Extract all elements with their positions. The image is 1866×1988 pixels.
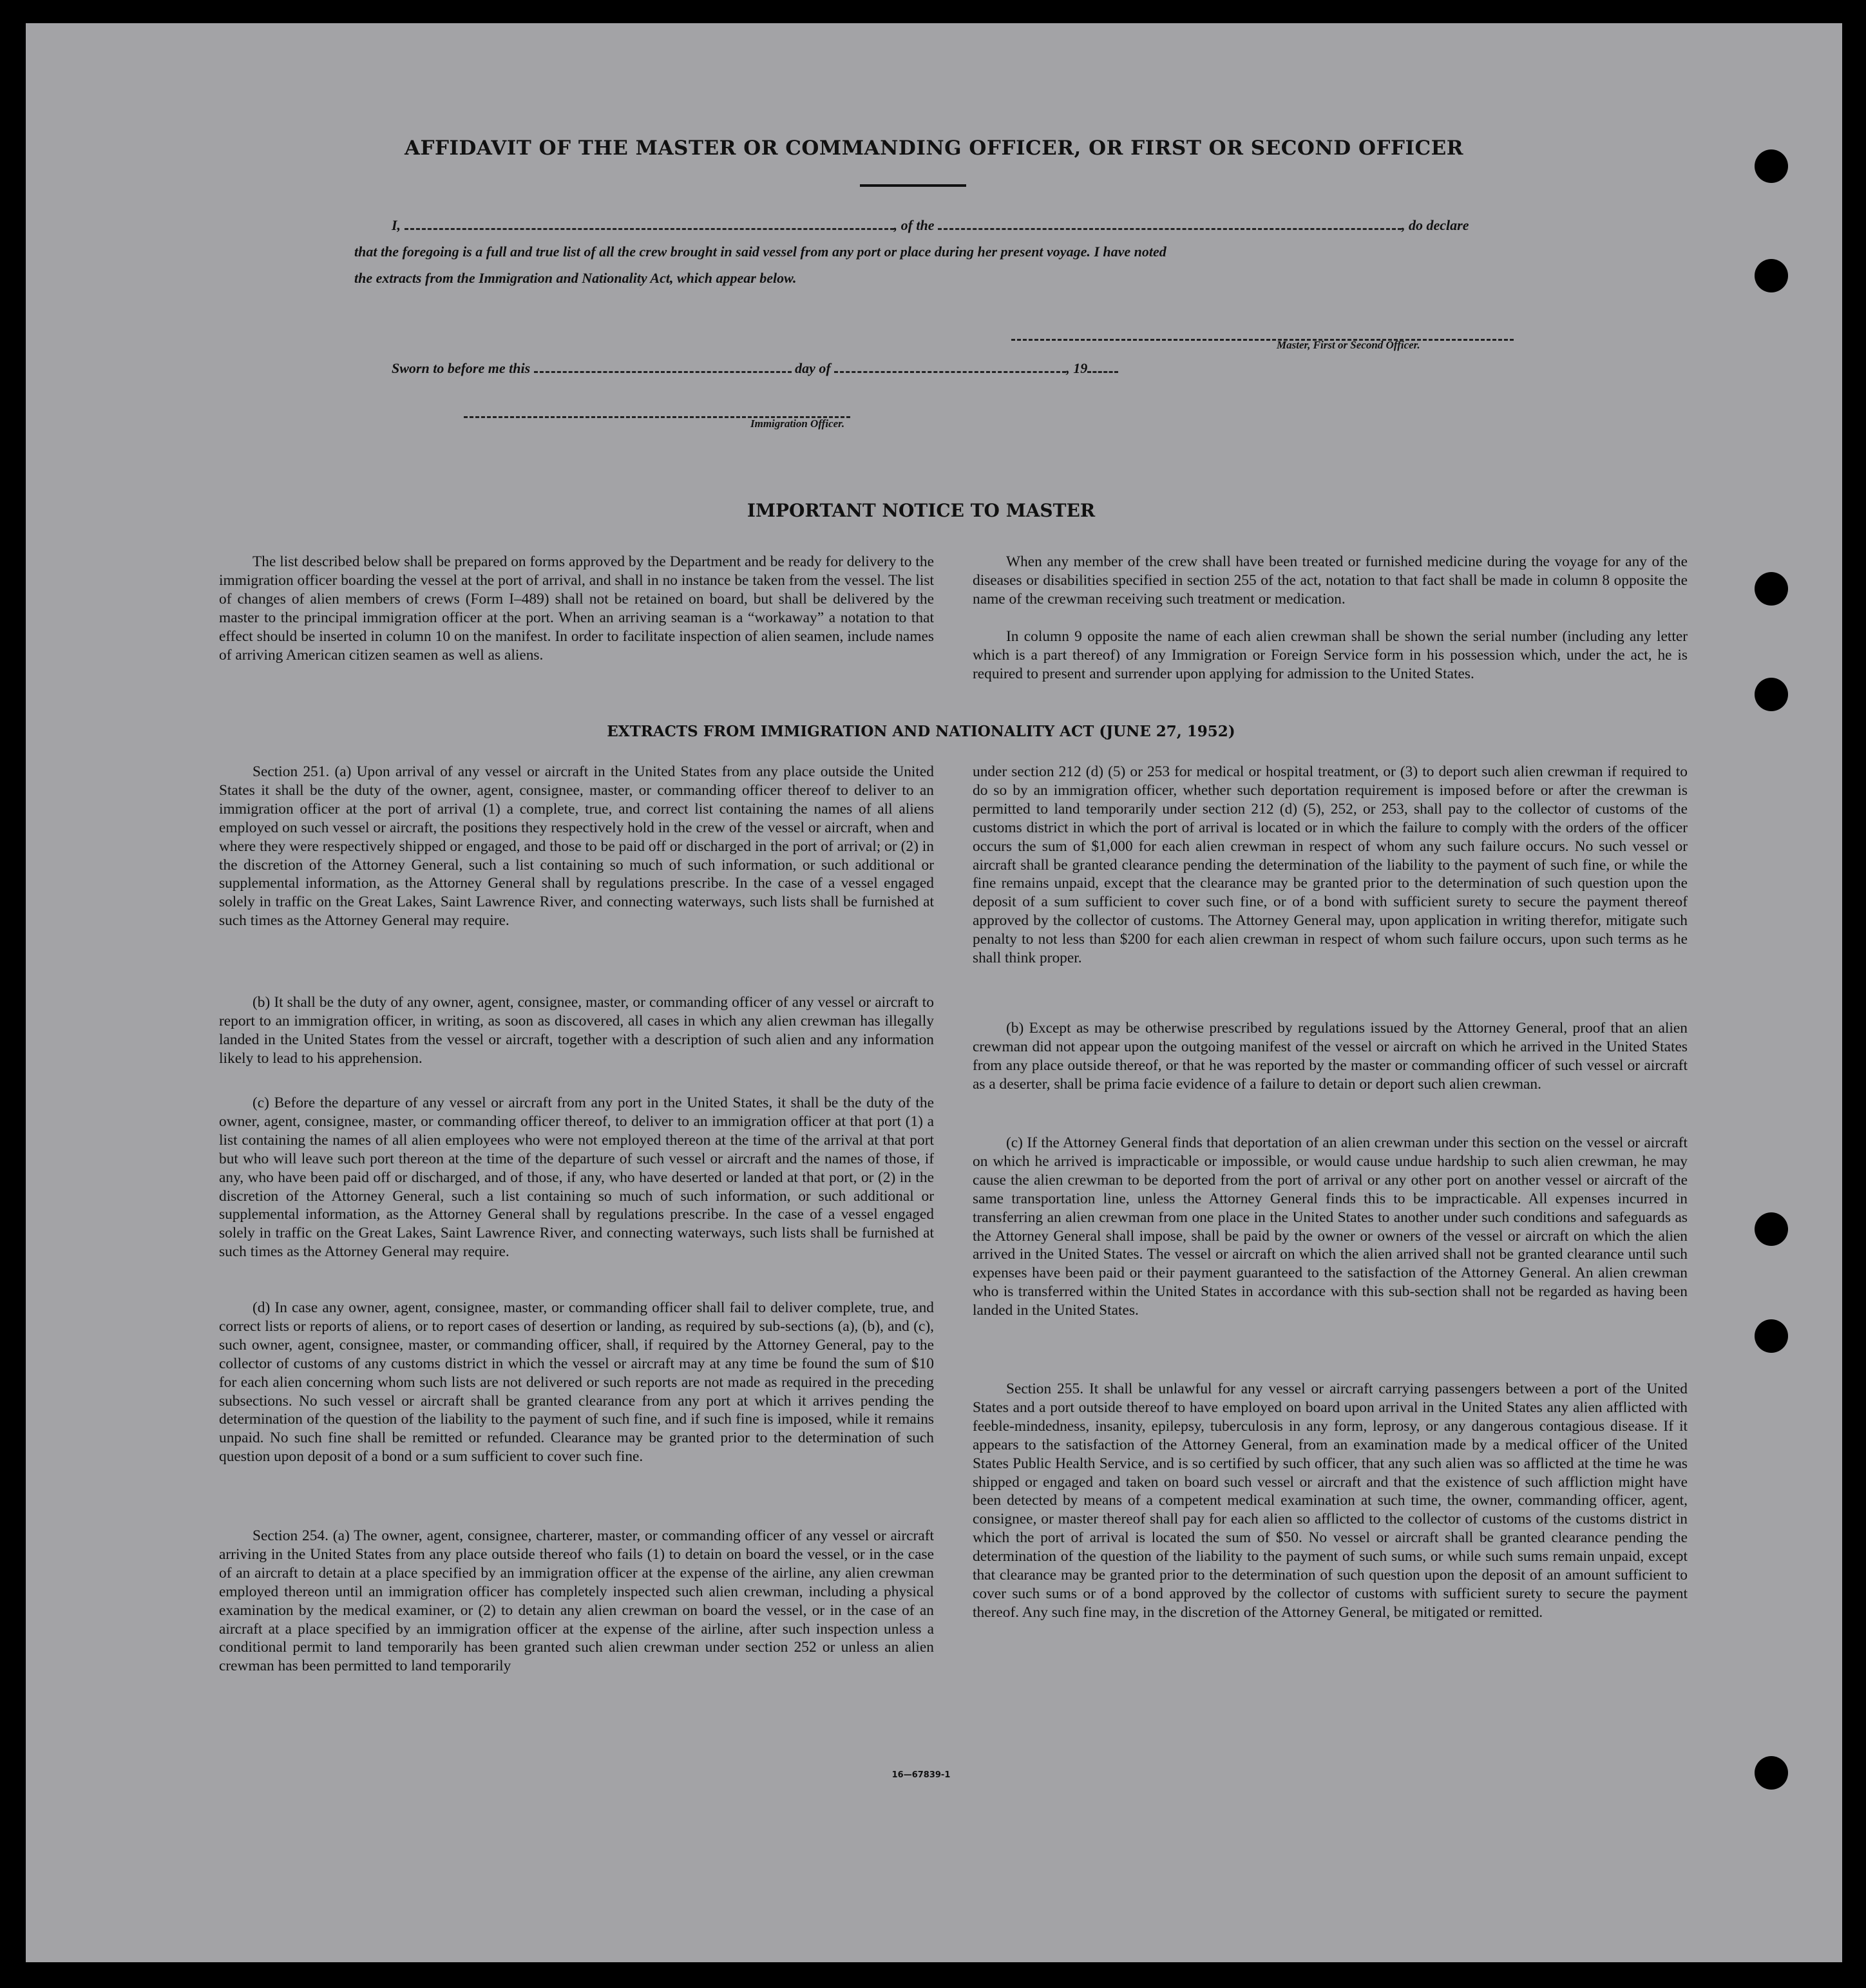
section-251b: (b) It shall be the duty of any owner, agent, consignee, master, or commanding officer of any vessel or aircraft to report to an immigration officer, in writing, as soon as discovered, all cases in which any alien crewman has illegally landed in the United States from the vessel or aircraft, together with a description of such alien and any information likely to lead to his apprehension.	[219, 994, 934, 1067]
master-signature-caption: Master, First or Second Officer.	[1277, 339, 1420, 351]
master-signature-blank[interactable]	[1011, 327, 1514, 341]
section-251a: Section 251. (a) Upon arrival of any vessel or aircraft in the United States from any place outside the United States it shall be the duty of the owner, agent, consignee, master, or commanding officer thereof to deliver to an immigration officer at the port of arrival (1) a complete, true, and correct list containing the names of all aliens employed on such vessel or aircraft, the positions they respectively hold in the crew of the vessel or aircraft, when and where they were respectively shipped or engaged, and those to be paid off or discharged in the port of arrival; or (2) in the discretion of the Attorney General, such a list containing so much of such information, or such additional or supplemental information, as the Attorney General shall by regulations prescribe. In the case of a vessel engaged solely in traffic on the Great Lakes, Saint Lawrence River, and connecting waterways, such lists shall be furnished at such times as the Attorney General may require.	[219, 763, 934, 930]
name-blank[interactable]	[405, 216, 894, 230]
sworn-month-blank[interactable]	[834, 359, 1066, 373]
affidavit-statement-line: the extracts from the Immigration and Nationality Act, which appear below.	[354, 270, 797, 286]
title-rule	[860, 184, 966, 187]
affidavit-statement-line: that the foregoing is a full and true list of all the crew brought in said vessel from any port or place during her present voyage. I have noted	[354, 244, 1166, 260]
vessel-blank[interactable]	[938, 216, 1402, 230]
document-page	[26, 23, 1842, 1962]
punch-hole	[1755, 1319, 1788, 1353]
section-254a-continued: under section 212 (d) (5) or 253 for medical or hospital treatment, or (3) to deport such alien crewman if required to do so by an immigration officer, whether such deportation requirement is imposed before or after the crewman is permitted to land temporarily under section 212 (d) (5), 252, or 253, shall pay to the collector of customs of the customs district in which the port of arrival is located or in which the failure to comply with the orders of the officer occurs the sum of $1,000 for each alien crewman in respect of whom any such failure occurs. No such vessel or aircraft shall be granted clearance pending the determination of the liability to the payment of such fine, or while the fine remains unpaid, except that the clearance may be granted prior to the determination of such question upon the deposit of a sum sufficient to cover such fine, or of a bond with sufficient surety to secure the payment thereof approved by the collector of customs. The Attorney General may, upon application in writing therefor, mitigate such penalty to not less than $200 for each alien crewman in respect of whom such failure occurs, upon such terms as he shall think proper.	[973, 763, 1688, 967]
sworn-date-blank[interactable]	[534, 359, 792, 373]
officer-signature-caption: Immigration Officer.	[750, 417, 845, 430]
year-label: , 19	[1066, 360, 1088, 376]
sworn-year-blank[interactable]	[1087, 359, 1118, 373]
section-254a: Section 254. (a) The owner, agent, consignee, charterer, master, or commanding officer of any vessel or aircraft arriving in the United States from any place outside thereof who fails (1) to detain on board the vessel, or in the case of an aircraft to detain at a place specified by an immigration officer at the expense of the airline, any alien crewman employed thereon until an immigration officer has completely inspected such alien crewman, including a physical examination by the medical examiner, or (2) to detain any alien crewman on board the vessel, or in the case of an aircraft at a place specified by an immigration officer at the expense of the airline, after such inspection unless a conditional permit to land temporarily has been granted such alien crewman under section 252 or unless an alien crewman has been permitted to land temporarily	[219, 1527, 934, 1675]
form-code: 16—67839-1	[891, 1770, 951, 1780]
punch-hole	[1755, 1212, 1788, 1246]
affidavit-i-label: I,	[392, 217, 401, 233]
notice-right-paragraph: When any member of the crew shall have been treated or furnished medicine during the voyage for any of the diseases or disabilities specified in section 255 of the act, notation to that fact shall be made in column 8 opposite the name of the crewman receiving such treatment or medication.	[973, 553, 1688, 607]
section-251c: (c) Before the departure of any vessel or aircraft from any port in the United States, it shall be the duty of the owner, agent, consignee, master, or commanding officer thereof, to deliver to an immigration officer at that port (1) a list containing the names of all alien employees who were not employed thereon at the time of the arrival at that port but who will leave such port thereon at the time of the departure of such vessel or aircraft and the names of those, if any, who have been paid off or discharged, and of those, if any, who have deserted or landed at that port, or (2) in the discretion of the Attorney General, such a list containing so much of such information, or such additional or supplemental information, as the Attorney General shall by regulations prescribe. In the case of a vessel engaged solely in traffic on the Great Lakes, Saint Lawrence River, and connecting waterways, such lists shall be furnished at such times as the Attorney General may require.	[219, 1094, 934, 1261]
section-254c: (c) If the Attorney General finds that deportation of an alien crewman under this section on the vessel or aircraft on which he arrived is impracticable or impossible, or would cause undue hardship to such alien crewman, he may cause the alien crewman to be deported from the port of arrival or any other port on another vessel or aircraft of the same transportation line, unless the Attorney General finds this to be impracticable. All expenses incurred in transferring an alien crewman from one place in the United States to another under such conditions and safeguards as the Attorney General shall impose, shall be paid by the owner or owners of the vessel or aircraft on which the alien arrived in the United States. The vessel or aircraft on which the alien arrived shall not be granted clearance until such expenses have been paid or their payment guaranteed to the satisfaction of the Attorney General. An alien crewman who is transferred within the United States in accordance with this sub-section shall not be regarded as having been landed in the United States.	[973, 1134, 1688, 1319]
officer-signature-blank[interactable]	[464, 405, 850, 418]
extracts-title: EXTRACTS FROM IMMIGRATION AND NATIONALITY ACT (JUNE 27, 1952)	[607, 723, 1235, 740]
affidavit-do-declare-label: , do declare	[1402, 217, 1469, 233]
sworn-label: Sworn to before me this	[392, 360, 531, 376]
section-254b: (b) Except as may be otherwise prescribed by regulations issued by the Attorney General, proof that an alien crewman did not appear upon the outgoing manifest of the vessel or aircraft on which he arrived in the United States from any place outside thereof, or that he was reported by the master or commanding officer of such vessel or aircraft as a deserter, shall be prima facie evidence of a failure to detain or deport such alien crewman.	[973, 1020, 1688, 1093]
notice-right-paragraph: In column 9 opposite the name of each alien crewman shall be shown the serial number (including any letter which is a part thereof) of any Immigration or Foreign Service form in his possession which, under the act, he is required to present and surrender upon applying for admission to the United States.	[973, 628, 1688, 682]
affidavit-declaration-line	[392, 216, 1469, 234]
punch-hole	[1755, 678, 1788, 711]
sworn-line	[392, 359, 1118, 377]
affidavit-title: AFFIDAVIT OF THE MASTER OR COMMANDING OFFICER, OR FIRST OR SECOND OFFICER	[404, 137, 1464, 160]
day-of-label: day of	[795, 360, 831, 376]
section-255: Section 255. It shall be unlawful for any vessel or aircraft carrying passengers between a port of the United States and a port outside thereof to have employed on board upon arrival in the United States any alien afflicted with feeble-mindedness, insanity, epilepsy, tuberculosis in any form, leprosy, or any dangerous contagious disease. If it appears to the satisfaction of the Attorney General, from an examination made by a medical officer of the United States Public Health Service, and is so certified by such officer, that any such alien was so afflicted at the time he was shipped or engaged and taken on board such vessel or aircraft and that the existence of such affliction might have been detected by means of a competent medical examination at such time, the owner, commanding officer, agent, consignee, or master thereof shall pay for each alien so afflicted to the collector of customs of the customs district in which the port of arrival is located the sum of $50. No vessel or aircraft shall be granted clearance pending the determination of the question of the liability to the payment of such sums, or while such sums remain unpaid, except that clearance may be granted prior to the determination of such question upon the deposit of an amount sufficient to cover such sums or of a bond approved by the collector of customs with sufficient surety to secure the payment thereof. Any such fine may, in the discretion of the Attorney General, be mitigated or remitted.	[973, 1381, 1688, 1621]
punch-hole	[1755, 572, 1788, 606]
punch-hole	[1755, 259, 1788, 292]
notice-left-paragraph: The list described below shall be prepared on forms approved by the Department and be ready for delivery to the immigration officer boarding the vessel at the port of arrival, and shall in no instance be taken from the vessel. The list of changes of alien members of crews (Form I–489) shall not be retained on board, but shall be delivered by the master to the principal immigration officer at the port. When an arriving seaman is a “workaway” a notation to that effect should be inserted in column 10 on the manifest. In order to facilitate inspection of alien seamen, include names of arriving American citizen seamen as well as aliens.	[219, 553, 934, 664]
section-251d: (d) In case any owner, agent, consignee, master, or commanding officer shall fail to deliver complete, true, and correct lists or reports of aliens, or to report cases of desertion or landing, as required by sub-sections (a), (b), and (c), such owner, agent, consignee, master, or commanding officer, shall, if required by the Attorney General, pay to the collector of customs of any customs district in which the vessel or aircraft may at any time be found the sum of $10 for each alien concerning whom such lists are not delivered or such reports are not made as required in the preceding subsections. No such vessel or aircraft shall be granted clearance from any port at which it arrives pending the determination of the question of the liability to the payment of such fine, and if such fine is imposed, while it remains unpaid. No such fine shall be remitted or refunded. Clearance may be granted prior to the determination of such question upon deposit of a bond or a sum sufficient to cover such fine.	[219, 1299, 934, 1466]
affidavit-of-the-label: , of the	[893, 217, 935, 233]
notice-title: IMPORTANT NOTICE TO MASTER	[747, 500, 1096, 521]
